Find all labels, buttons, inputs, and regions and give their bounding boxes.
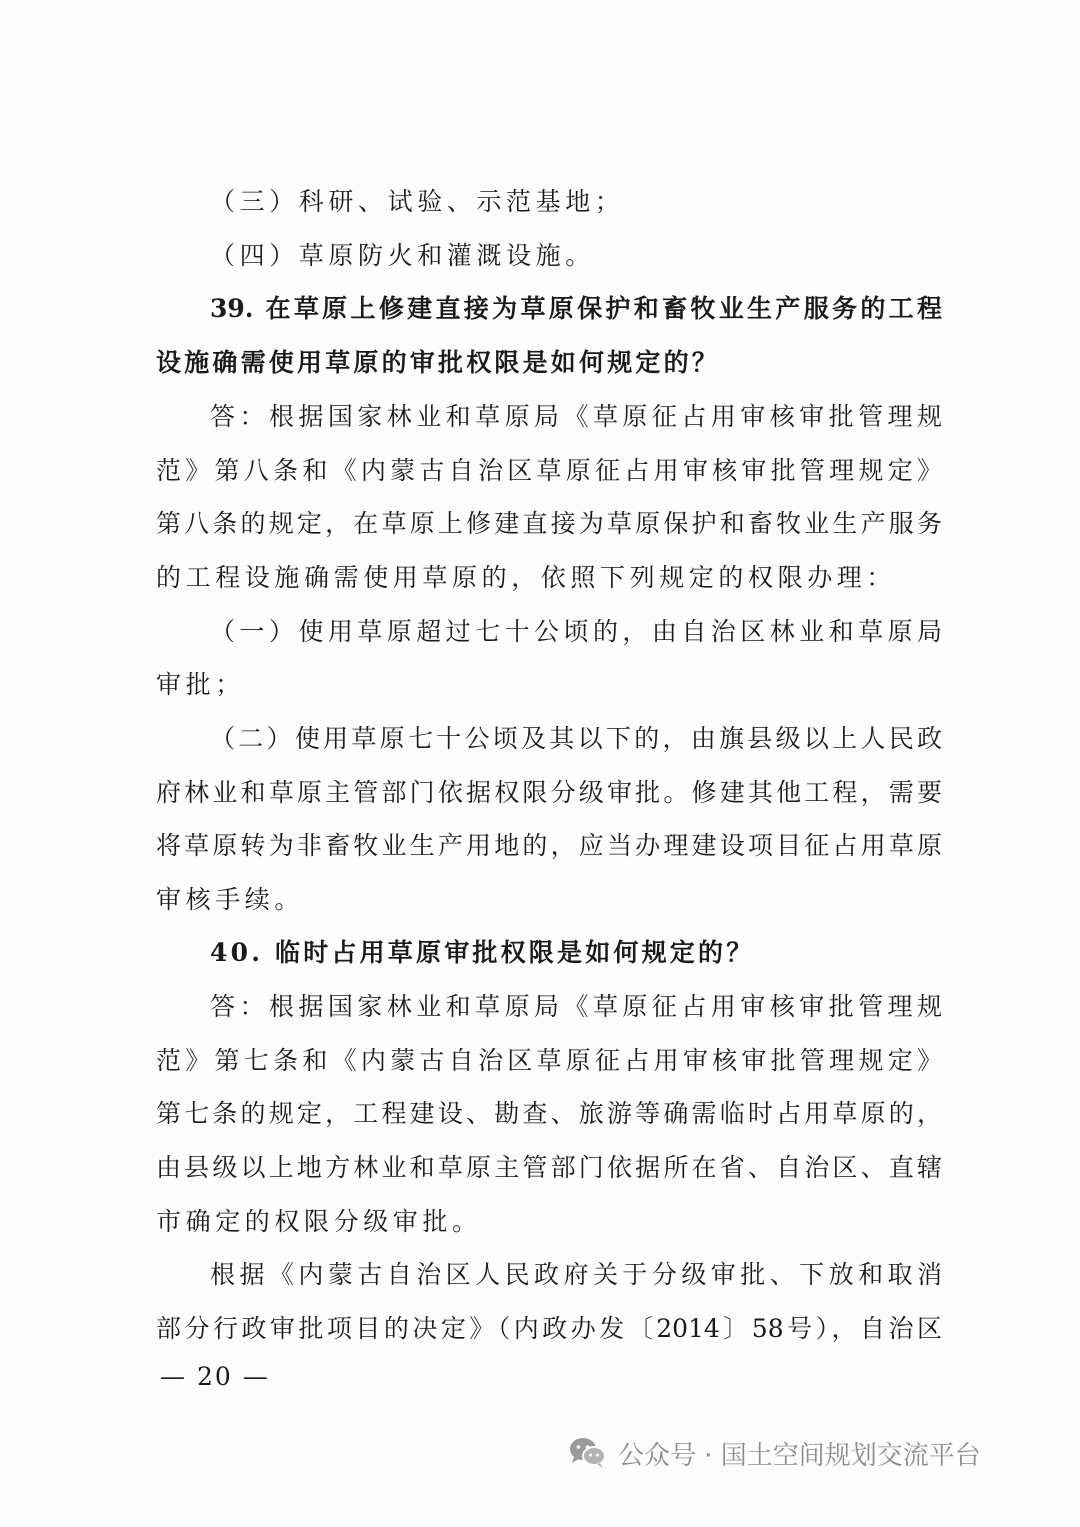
text-line: （三）科研、试验、示范基地；: [210, 187, 625, 216]
text-line: 第七条的规定，工程建设、勘查、旅游等确需临时占用草原的，: [156, 1099, 942, 1128]
text-line: 审批；: [156, 670, 245, 699]
wechat-icon: [568, 1436, 608, 1470]
text-line: 将草原转为非畜牧业生产用地的，应当办理建设项目征占用草原: [156, 831, 942, 860]
watermark-text: 公众号 · 国土空间规划交流平台: [618, 1440, 981, 1471]
text-line: 部分行政审批项目的决定》（内政办发〔2014〕58号），自治区: [156, 1314, 942, 1343]
text-line: 审核手续。: [156, 885, 305, 914]
question-heading: 40. 临时占用草原审批权限是如何规定的？: [210, 938, 755, 967]
text-line: 根据《内蒙古自治区人民政府关于分级审批、下放和取消: [210, 1260, 942, 1289]
text-line: 第八条的规定，在草原上修建直接为草原保护和畜牧业生产服务: [156, 509, 942, 538]
page-number: — 20 —: [160, 1362, 270, 1391]
text-line: 市确定的权限分级审批。: [156, 1207, 482, 1236]
text-line: 范》第七条和《内蒙古自治区草原征占用审核审批管理规定》: [156, 1046, 942, 1075]
text-line: （一）使用草原超过七十公顷的，由自治区林业和草原局: [210, 617, 942, 646]
text-line: （二）使用草原七十公顷及其以下的，由旗县级以上人民政: [210, 724, 942, 753]
text-line: 答：根据国家林业和草原局《草原征占用审核审批管理规: [210, 402, 942, 431]
watermark: [568, 1428, 981, 1478]
question-heading: 39. 在草原上修建直接为草原保护和畜牧业生产服务的工程: [210, 294, 942, 323]
question-heading: 设施确需使用草原的审批权限是如何规定的？: [156, 348, 721, 377]
text-line: 由县级以上地方林业和草原主管部门依据所在省、自治区、直辖: [156, 1153, 942, 1182]
text-line: （四）草原防火和灌溉设施。: [210, 241, 595, 270]
text-line: 的工程设施确需使用草原的，依照下列规定的权限办理：: [156, 563, 897, 592]
text-line: 范》第八条和《内蒙古自治区草原征占用审核审批管理规定》: [156, 456, 942, 485]
text-line: 答：根据国家林业和草原局《草原征占用审核审批管理规: [210, 992, 942, 1021]
text-line: 府林业和草原主管部门依据权限分级审批。修建其他工程，需要: [156, 778, 942, 807]
